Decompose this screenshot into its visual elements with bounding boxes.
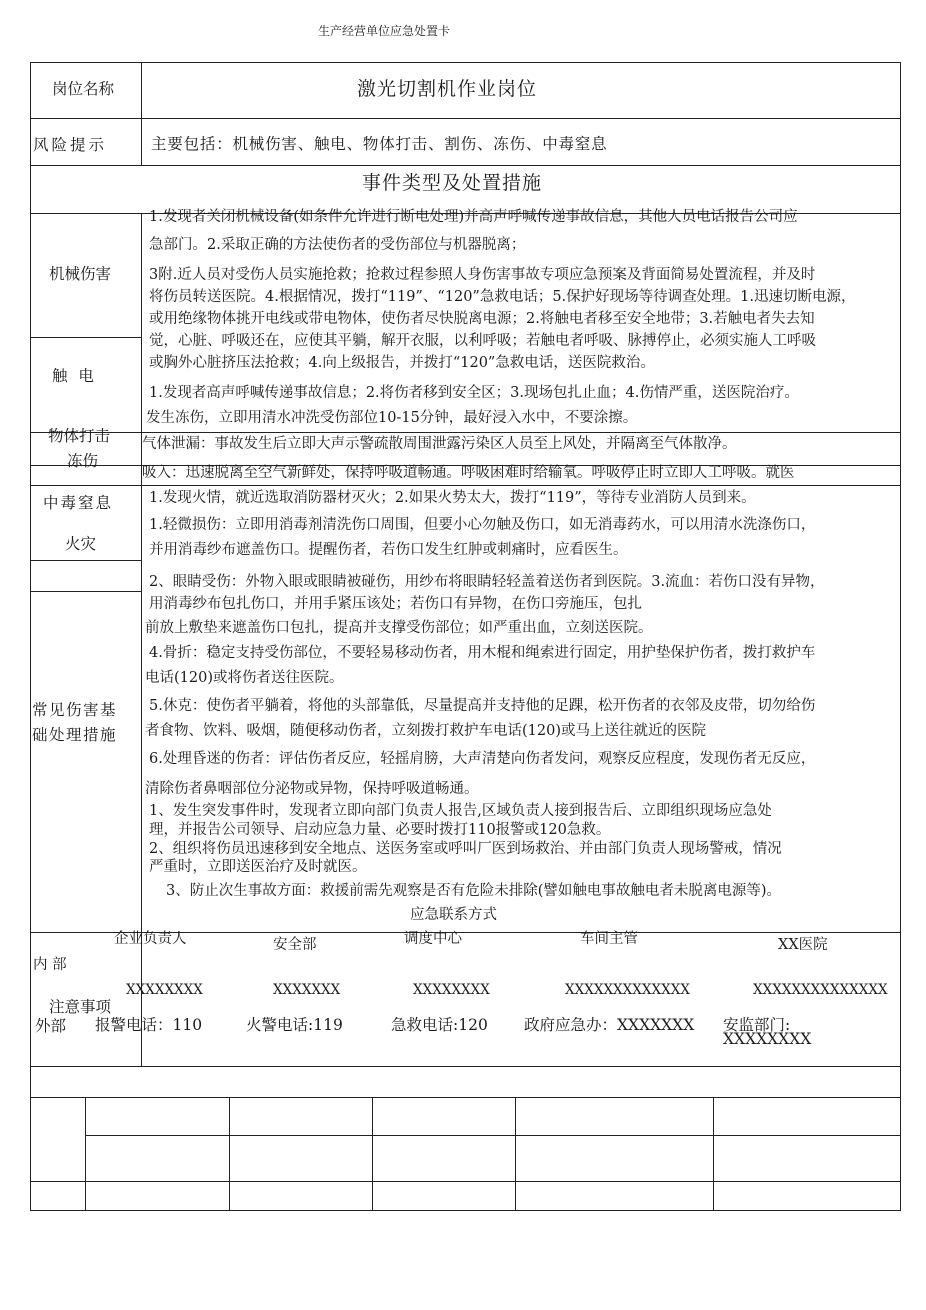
mechanical-line-1: 1.发现者关闭机械设备(如条件允许进行断电处理)并高声呼喊传递事故信息，其他人员电话报告公司应 [149,209,798,225]
contact-name-enterprise-head: 企业负责人 [114,931,187,947]
note-line-4: 严重时，立即送医治疗及时就医。 [149,859,367,875]
risk-value: 主要包括：机械伤害、触电、物体打击、割伤、冻伤、中毒窒息 [151,135,608,153]
injury-line-1: 1.轻微损伤：立即用消毒剂清洗伤口周围，但要小心勿触及伤口，如无消毒药水，可以用清水洗涤伤口， [149,517,816,533]
post-name-label: 岗位名称 [52,80,115,98]
mechanical-line-3: 3附.近人员对受伤人员实施抢救；抢救过程参照人身伤害事故专项应急预案及背面简易处置流程，并及时 [149,267,816,283]
contact-name-workshop-supervisor: 车间主管 [580,931,638,947]
external-police: 报警电话：110 [95,1016,203,1034]
contact-name-safety-dept: 安全部 [273,937,317,953]
category-fire: 火灾 [65,535,97,553]
risk-label: 风险提示 [33,136,108,154]
electric-line-1: 或用绝缘物体挑开电线或带电物体，使伤者尽快脱离电源；2.将触电者移至安全地带；3.若触电者失去知 [149,311,815,327]
note-line-1: 1、发生突发事件时，发现者立即向部门负责人报告,区域负责人接到报告后、立即组织现场应急处 [149,803,772,819]
injury-line-9: 者食物、饮料、吸烟，随便移动伤者，立刻拨打救护车电话(120)或马上送往就近的医院 [145,723,706,739]
category-mechanical: 机械伤害 [49,265,112,283]
injury-line-10: 6.处理昏迷的伤者：评估伤者反应，轻摇肩膀，大声清楚向伤者发问，观察反应程度，发现伤者无反应， [149,751,816,767]
external-government: 政府应急办：XXXXXXX [524,1016,695,1034]
category-injury-line1: 常见伤害基 [32,701,118,719]
contact-name-dispatch: 调度中心 [404,931,462,947]
notes-label: 注意事项 [49,998,112,1016]
section-title: 事件类型及处置措施 [362,172,543,194]
note-line-3: 2、组织将伤员迅速移到安全地点、送医务室或呼叫厂医到场救治、并由部门负责人现场警戒，情况 [149,841,782,857]
category-electric: 触 电 [52,367,97,385]
category-strike: 物体打击 [48,427,111,445]
contact-number-hospital: XXXXXXXXXXXXXX [753,982,888,998]
contact-number-dispatch: XXXXXXXX [413,982,490,998]
external-ambulance: 急救电话:120 [391,1016,488,1034]
poison-line-2: 吸入：迅速脱离至空气新鲜处，保持呼吸道畅通。呼吸困难时给输氧。呼吸停止时立即人工呼吸。就医 [142,465,795,481]
contact-number-safety-dept: XXXXXXX [273,982,341,998]
external-safety-supervision: 安监部门: [723,1016,791,1034]
injury-line-11: 清除伤者鼻咽部位分泌物或异物，保持呼吸道畅通。 [145,781,479,797]
note-line-2: 理，并报告公司领导、启动应急力量、必要时拨打110报警或120急救。 [149,822,611,838]
mechanical-line-2: 急部门。2.采取正确的方法使伤者的受伤部位与机器脱离； [149,237,526,253]
category-injury-line2: 础处理措施 [32,726,118,744]
injury-line-2: 并用消毒纱布遮盖伤口。提醒伤者，若伤口发生红肿或刺痛时，应看医生。 [149,542,628,558]
contacts-title: 应急联系方式 [410,907,497,923]
electric-line-2: 觉，心脏、呼吸还在，应使其平躺，解开衣服，以利呼吸；若触电者呼吸、脉搏停止，必须实施人工呼吸 [149,333,816,349]
contact-number-workshop-supervisor: XXXXXXXXXXXXX [565,982,690,998]
injury-line-4: 用消毒纱布包扎伤口，并用手紧压该处；若伤口有异物，在伤口旁施压，包扎 [149,596,642,612]
injury-line-3: 2、眼睛受伤：外物入眼或眼睛被碰伤，用纱布将眼睛轻轻盖着送伤者到医院。3.流血：若伤口没有异物， [149,574,825,590]
injury-line-7: 电话(120)或将伤者送往医院。 [145,670,344,686]
external-fire: 火警电话:119 [246,1016,343,1034]
external-label: 外部 [35,1017,67,1035]
note-line-5: 3、防止次生事故方面：救援前需先观察是否有危险未排除(譬如触电事故触电者未脱离电源等)。 [166,883,782,899]
frost-line-1: 发生冻伤，立即用清水冲洗受伤部位10-15分钟，最好浸入水中，不要涂擦。 [146,410,638,426]
strike-line-1: 1.发现者高声呼喊传递事故信息；2.将伤者移到安全区；3.现场包扎止血；4.伤情严重，送医院治疗。 [149,385,799,401]
internal-label: 内 部 [33,957,67,973]
external-safety-supervision-number: XXXXXXXX [723,1030,812,1048]
contact-name-hospital: XX医院 [778,937,828,953]
document-header: 生产经营单位应急处置卡 [318,24,451,38]
electric-line-3: 或胸外心脏挤压法抢救；4.向上级报告，并拨打“120”急救电话，送医院救治。 [149,355,655,371]
injury-line-6: 4.骨折：稳定支持受伤部位，不要轻易移动伤者，用木棍和绳索进行固定，用护垫保护伤者，拨打救护车 [149,645,816,661]
mechanical-line-4: 将伤员转送医院。4.根据情况，拨打“119”、“120”急救电话；5.保护好现场等待调查处理。1.迅速切断电源， [149,289,856,305]
poison-line-1: 气体泄漏：事故发生后立即大声示警疏散周围泄露污染区人员至上风处，并隔离至气体散净。 [142,436,737,452]
injury-line-8: 5.休克：使伤者平躺着，将他的头部靠低，尽量提高并支持他的足踝，松开伤者的衣邻及皮带，切勿给伤 [149,698,816,714]
category-poison: 中毒窒息 [43,494,114,512]
injury-line-5: 前放上敷垫来遮盖伤口包扎，提高并支撑受伤部位；如严重出血，立刻送医院。 [145,620,653,636]
post-name-value: 激光切割机作业岗位 [357,78,538,100]
category-frost: 冻伤 [67,452,99,470]
fire-line-1: 1.发现火情，就近选取消防器材灭火；2.如果火势太大，拨打“119”，等待专业消防人员到来。 [149,490,756,506]
contact-number-enterprise-head: XXXXXXXX [126,982,203,998]
